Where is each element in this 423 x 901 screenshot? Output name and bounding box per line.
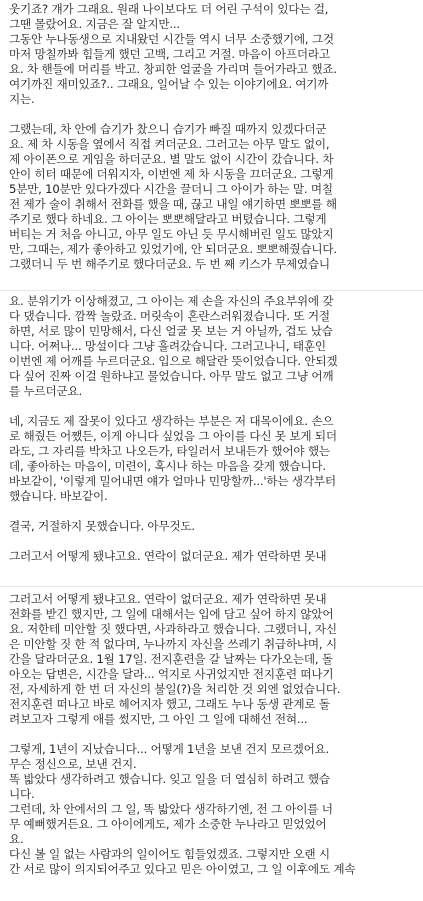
text-line: 다 싶어 진짜 이걸 원하냐고 물었습니다. 아무 말도 없고 그냥 어깨: [9, 369, 334, 383]
text-line: 려보고자 그렇게 애를 썼지만, 그 아인 그 일에 대해선 전혀...: [9, 712, 308, 726]
text-segment-1: [0, 2, 423, 287]
text-line: 니다. 어쩌나... 망설이다 그냥 흘려갔습니다. 그러고나니, 태훈인: [9, 339, 326, 353]
text-line: 요. 분위기가 이상해졌고, 그 아이는 제 손을 자신의 주요부위에 갖: [9, 294, 334, 308]
text-line: 라도, 그 자리를 박차고 나오든가, 타일러서 보내든가 했어야 했는: [9, 444, 330, 458]
text-line: 전지훈련 떠나고 바로 헤어지자 했고, 그래도 누나 동생 관계로 돌: [9, 697, 330, 711]
text-line: 무슨 정신으로, 보낸 건지.: [9, 757, 137, 771]
text-line: 지는.: [9, 92, 35, 106]
text-line: [0, 727, 423, 742]
text-line: [0, 399, 423, 414]
text-line: [0, 504, 423, 519]
text-line: 를 누르더군요.: [9, 384, 82, 398]
text-line: 여기까진 재미있죠?.. 그래요, 일어날 수 있는 이야기에요. 여기까: [9, 77, 329, 91]
text-line: 간을 달라더군요. 1월 17일. 전지훈련을 갈 날짜는 다가오는데, 돌: [9, 652, 333, 666]
text-line: 웃기죠? 걔가 그래요. 원래 나이보다도 더 어린 구석이 있다는 걸,: [9, 2, 329, 16]
text-line: 그땐 몰랐어요. 지금은 잘 알지만...: [9, 17, 180, 31]
segment-divider: [0, 586, 423, 587]
text-line: 했습니다. 바보같이.: [9, 489, 108, 503]
text-line: 버티는 거 처음 아니고, 아무 일도 아닌 듯 무시해버린 일도 많았지: [9, 227, 334, 241]
text-line: 하면, 서로 많이 민망해서, 다신 얼굴 못 보는 거 아닐까, 겁도 났습: [9, 324, 333, 338]
text-line: 주기로 했다 하네요. 그 아이는 뽀뽀해달라고 버텼습니다. 그렇게: [9, 212, 327, 226]
text-line: 무 예뻐했거든요. 그 아이에게도, 제가 소중한 누나라고 믿었었어: [9, 817, 327, 831]
text-line: 이번엔 제 어깨를 누르더군요. 입으로 해달란 뜻이었습니다. 안되겠: [9, 354, 338, 368]
text-line: 똑 밟았다 생각하려고 했습니다. 잊고 일을 더 열심히 하려고 했습: [9, 772, 330, 786]
text-line: 그런데, 차 안에서의 그 일, 똑 밟았다 생각하기엔, 전 그 아이를 너: [9, 802, 333, 816]
text-line: 그랬는데, 차 안에 습기가 찼으니 습기가 빠질 때까지 있겠다더군: [9, 122, 327, 136]
text-line: 그동안 누나동생으로 지내왔던 시간들 역시 너무 소중했기에, 그것: [9, 32, 334, 46]
text-line: 마저 망칠까봐 힘들게 했던 고백, 그리고 거절. 마음이 아프더라고: [9, 47, 330, 61]
text-line: 은 미안할 짓 한 적 없다며, 누나까지 자신을 쓰레기 취급하냐며, 시: [9, 637, 337, 651]
text-line: 그랬더니 두 번 해주기로 했다더군요. 두 번 째 키스가 무제였습니: [9, 257, 330, 271]
text-line: 요. 저한테 미안할 짓 했다면, 사과하라고 했습니다. 그랬더니, 자신: [9, 622, 337, 636]
text-line: 네, 지금도 제 잘못이 있다고 생각하는 부분은 저 대목이에요. 손으: [9, 414, 334, 428]
text-line: 그러고서 어떻게 됐냐고요. 연락이 없더군요. 제가 연락하면 못내: [9, 592, 327, 606]
text-line: 전, 자세하게 한 번 더 자신의 불일(?)을 처리한 것 외엔 없었습니다.: [9, 682, 341, 696]
text-line: 만, 그때는, 제가 좋아하고 있었기에, 안 되더군요. 뽀뽀해줬습니다.: [9, 242, 337, 256]
text-line: 다 댔습니다. 깜짝 놀랐죠. 머릿속이 혼란스러워졌습니다. 또 거절: [9, 309, 330, 323]
text-line: 아오는 답변은, 시간을 달라... 억지로 사귀었지만 전지훈련 떠나기: [9, 667, 334, 681]
text-line: 로 해줬든 어쨌든, 이게 아니다 싶었음 그 아이를 다신 못 보게 되더: [9, 429, 337, 443]
text-line: [0, 107, 423, 122]
text-line: 요.: [9, 832, 24, 846]
text-line: 전 제가 술이 취해서 전화를 했을 때, 끊고 내일 얘기하면 뽀뽀를 해: [9, 197, 337, 211]
text-segment-2: [0, 294, 423, 576]
text-line: 데, 좋아하는 마음이, 미련이, 혹시나 하는 마음을 갖게 했습니다.: [9, 459, 326, 473]
text-line: 안이 히터 때문에 더워지자, 이번엔 제 차 시동을 끄더군요. 그렇게: [9, 167, 334, 181]
text-line: 요. 차 핸들에 머리를 박고. 창피한 얼굴을 가리며 들어가라고 했죠.: [9, 62, 337, 76]
text-segment-3: [0, 592, 423, 901]
text-line: 그러고서 어떻게 됐냐고요. 연락이 없더군요. 제가 연락하면 못내: [9, 549, 327, 563]
text-line: 그렇게, 1년이 지났습니다... 어떻게 1년을 보낸 건지 모르겠어요.: [9, 742, 330, 756]
segment-divider: [0, 290, 423, 291]
text-line: [0, 534, 423, 549]
text-line: 제 아이폰으로 게임을 하더군요. 별 말도 없이 시간이 갔습니다. 차: [9, 152, 334, 166]
text-line: 바보같이, '이렇게 밀어내면 얘가 얼마나 민망할까...'하는 생각부터: [9, 474, 336, 488]
text-line: 전화를 받긴 했지만, 그 일에 대해서는 입에 담고 싶어 하지 않았어: [9, 607, 334, 621]
text-line: 5분만, 10분만 있다가겠다 시간을 끌더니 그 아이가 하는 말. 며칠: [9, 182, 333, 196]
text-line: 결국, 거절하지 못했습니다. 아무것도.: [9, 519, 195, 533]
text-line: 간 서로 많이 의지되어주고 있다고 믿은 아이였고, 그 일 이후에도 계속: [9, 862, 356, 876]
text-line: 요. 제 차 시동을 옆에서 직접 켜더군요. 그러고는 아무 말도 없이,: [9, 137, 330, 151]
text-line: 니다.: [9, 787, 35, 801]
text-line: 다신 볼 일 없는 사람과의 일이어도 힘들었겠죠. 그렇지만 오랜 시: [9, 847, 330, 861]
